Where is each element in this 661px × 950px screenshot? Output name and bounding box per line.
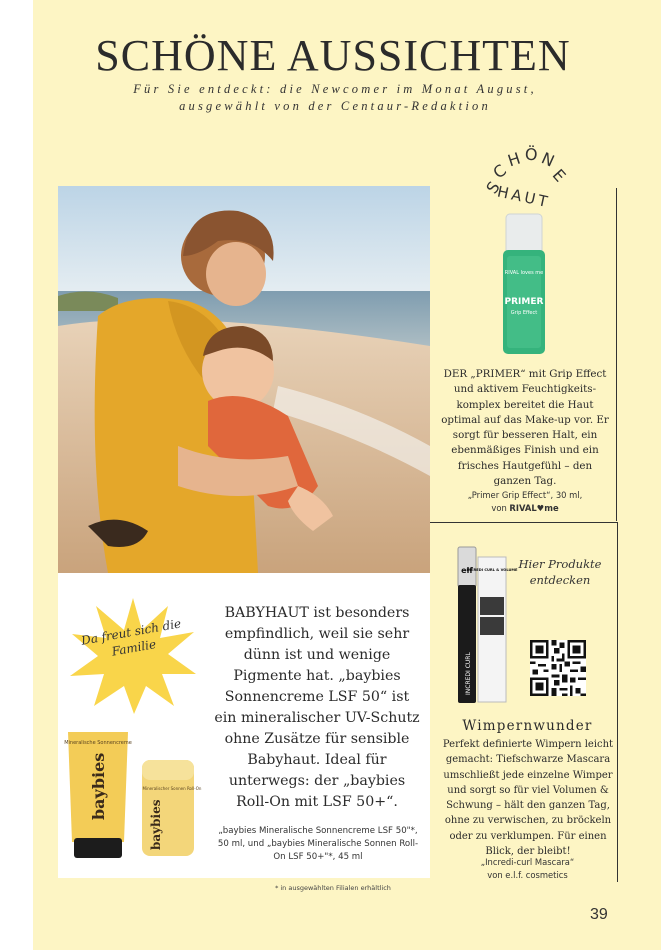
- arc-letter-6: E: [548, 165, 570, 186]
- primer-caption: [440, 489, 610, 515]
- page-title: SCHÖNE AUSSICHTEN: [95, 31, 571, 80]
- arc-word-haut: HAUT: [495, 182, 552, 212]
- mascara-caption-line1: „Incredi-curl Mascara“: [480, 857, 575, 867]
- beach-photo-mother-baby: [58, 186, 430, 573]
- primer-caption-line1: „Primer Grip Effect“, 30 ml,: [467, 490, 583, 500]
- sunburst-text: Da freut sich die Familie: [80, 616, 183, 659]
- column-divider-top: [616, 188, 617, 521]
- section-divider: [430, 522, 617, 523]
- baybies-sunscreen-tube: [66, 730, 130, 860]
- primer-caption-prefix: von: [491, 503, 510, 513]
- primer-description: DER „PRIMER“ mit Grip Effect und aktivem Feuchtigkeits-komplex bereitet die Haut optimal auf das Make-up vor. Er sorgt für besseren Halt, ein ebenmäßiges Finish und ein frisches Hautgefühl – den ganzen Tag.: [441, 368, 609, 488]
- primer-bottle: [503, 212, 545, 356]
- baybies-rollon: [140, 758, 202, 858]
- availability-footnote: * in ausgewählten Filialen erhältlich: [275, 884, 391, 892]
- primer-bottle-name: PRIMER: [504, 297, 544, 307]
- rollon-brand-text: baybies: [149, 799, 163, 850]
- page-margin: [0, 0, 33, 950]
- qr-code-note: Hier Produkte entdecken: [518, 557, 602, 587]
- mascara-caption-line2: von e.l.f. cosmetics: [487, 870, 568, 880]
- mascara-tube-brand: elf: [461, 566, 473, 575]
- tube-label-text: Mineralische Sonnencreme: [64, 740, 132, 746]
- page-number: 39: [590, 906, 608, 923]
- mascara-box-text: INCREDI CURL & VOLUME: [466, 568, 518, 572]
- baby-product-caption: „baybies Mineralische Sonnencreme LSF 50"*, 50 ml, und „baybies Mineralische Sonnen Roll-On LSF 50+"*, 45 ml: [217, 826, 419, 862]
- baby-body-text: BABYHAUT ist besonders empfindlich, weil sie sehr dünn ist und wenige Pigmente hat. „baybies Sonnencreme LSF 50“ ist ein mineralischer UV-Schutz ohne Zusätze für sensible Babyhaut. Ideal für unterwegs: der „baybies Roll-On mit LSF 50+“.: [214, 605, 420, 810]
- arc-letter-4: Ö: [524, 144, 538, 165]
- mascara-caption: [440, 856, 615, 882]
- primer-caption-brand: RIVAL♥me: [509, 503, 559, 513]
- arc-letter-5: N: [538, 148, 558, 171]
- arc-letter-1: S: [482, 177, 504, 198]
- page-subtitle-line1: Für Sie entdeckt: die Newcomer im Monat August,: [133, 82, 537, 96]
- primer-bottle-sub: Grip Effect: [510, 310, 538, 316]
- mascara-tube-name: INCREDI CURL: [465, 652, 472, 695]
- mascara-description: Perfekt definierte Wimpern leicht gemacht: Tiefschwarze Mascara umschließt jede einzelne Wimper und sorgt so für viel Volumen & Schwung – hält den ganzen Tag, ohne zu verwischen, zu bröckeln oder zu verklumpen. Für einen Blick, der bleibt!: [442, 739, 614, 858]
- arc-letter-3: H: [505, 148, 523, 171]
- mascara-heading: Wimpernwunder: [462, 718, 593, 734]
- rollon-label-text: Mineralischer Sonnen Roll-On: [142, 786, 202, 791]
- tube-brand-text: baybies: [89, 752, 108, 820]
- page-subtitle-line2: ausgewählt von der Centaur-Redaktion: [179, 99, 491, 113]
- arc-letter-2: C: [489, 160, 510, 183]
- product-qr-code[interactable]: [530, 640, 586, 696]
- primer-bottle-brand: RIVAL loves me: [504, 270, 544, 276]
